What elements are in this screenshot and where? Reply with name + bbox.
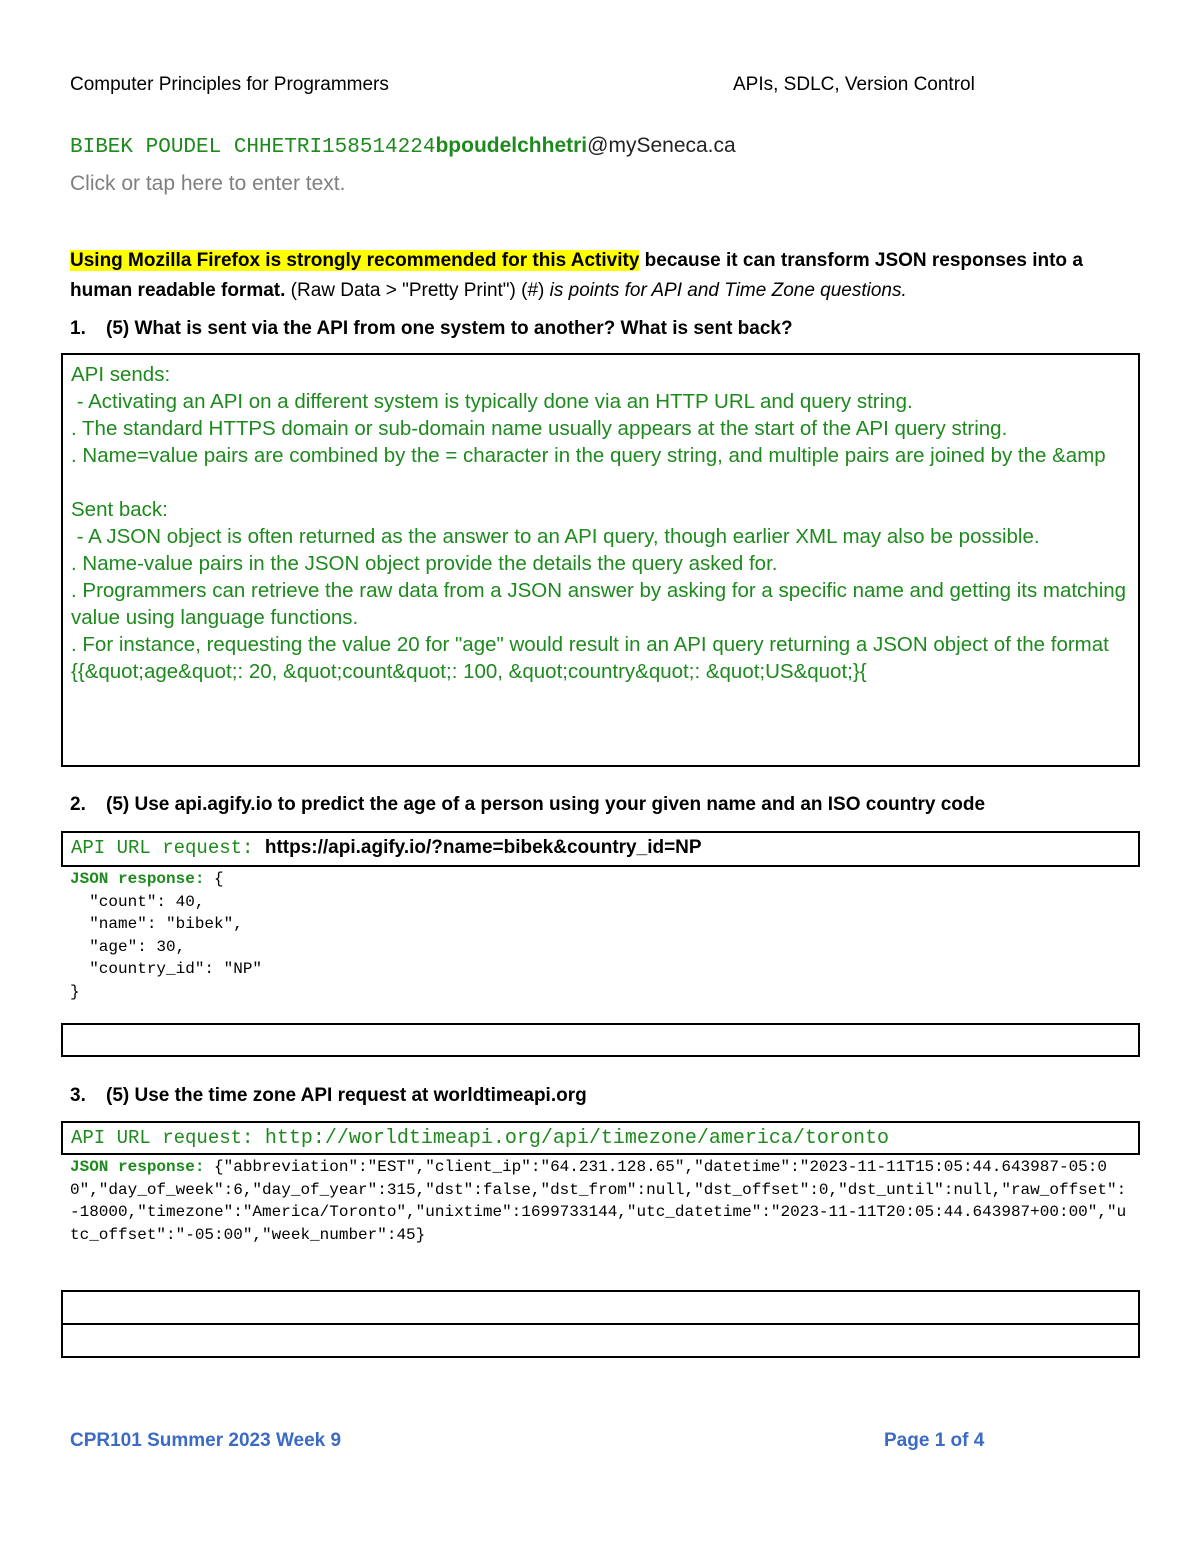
intro-paragraph [70, 246, 1140, 306]
question-3-url-label: API URL request: [71, 1127, 265, 1149]
intro-plain-text: (Raw Data > "Pretty Print") (#) [285, 280, 550, 301]
question-2-url: https://api.agify.io/?name=bibek&country_id=NP [264, 837, 702, 858]
intro-bold-text: because it can transform JSON responses into a human readable format. [70, 250, 1083, 301]
question-2-json-label: JSON response: [70, 870, 205, 888]
question-2-text: (5) Use api.agify.io to predict the age of a person using your given name and an ISO country code [106, 794, 986, 815]
question-3-json-response [70, 1156, 1132, 1246]
header-topic: APIs, SDLC, Version Control [733, 74, 975, 95]
question-1-answer-box[interactable]: API sends: - Activating an API on a different system is typically done via an HTTP URL and query string. . The standard HTTPS domain or sub-domain name usually appears at the start of the API query string. . Name=value pairs are combined by the = character in the query string, and multiple pairs are joined by the &amp Sent back: - A JSON object is often returned as the answer to an API query, though earlier XML may also be possible. . Name-value pairs in the JSON object provide the details the query asked for. . Programmers can retrieve the raw data from a JSON answer by asking for a specific name and getting its matching value using language functions. . For instance, requesting the value 20 for "age" would result in an API query returning a JSON object of the format {{&quot;age&quot;: 20, &quot;count&quot;: 100, &quot;country&quot;: &quot;US&quot;}{ [61, 353, 1140, 767]
footer-course-week: CPR101 Summer 2023 Week 9 [70, 1430, 342, 1451]
student-name-id: BIBEK POUDEL CHHETRI158514224 [70, 136, 436, 159]
question-2-empty-box[interactable] [61, 1023, 1140, 1057]
student-email-domain: @mySeneca.ca [587, 134, 736, 157]
question-3-empty-box-2[interactable] [61, 1323, 1140, 1358]
footer-page-number: Page 1 of 4 [884, 1430, 985, 1451]
question-3-text: (5) Use the time zone API request at worldtimeapi.org [106, 1085, 587, 1106]
question-3-number: 3. [70, 1085, 86, 1106]
question-2-json-body: { "count": 40, "name": "bibek", "age": 30, "country_id": "NP" } [70, 870, 263, 1001]
question-2-url-label: API URL request: [71, 837, 265, 859]
question-1 [70, 318, 793, 340]
student-email-user: bpoudelchhetri [435, 134, 588, 157]
question-2-json-response [70, 868, 1130, 1003]
intro-italic-text: is points for API and Time Zone questions. [549, 280, 907, 301]
question-3-json-label: JSON response: [70, 1158, 205, 1176]
question-3-url: http://worldtimeapi.org/api/timezone/america/toronto [264, 1127, 889, 1150]
text-placeholder-field[interactable]: Click or tap here to enter text. [70, 172, 346, 195]
question-1-number: 1. [70, 318, 86, 339]
question-2-url-box[interactable] [61, 831, 1140, 867]
header-course-title: Computer Principles for Programmers [70, 74, 389, 95]
student-info-line[interactable] [70, 134, 736, 159]
question-2 [70, 794, 985, 816]
question-2-number: 2. [70, 794, 86, 815]
question-3-json-body: {"abbreviation":"EST","client_ip":"64.231.128.65","datetime":"2023-11-11T15:05:44.643987-05:00","day_of_week":6,"day_of_year":315,"dst":false,"dst_from":null,"dst_offset":0,"dst_until":null,"raw_offset":-18000,"timezone":"America/Toronto","unixtime":1699733144,"utc_datetime":"2023-11-11T20:05:44.643987+00:00","utc_offset":"-05:00","week_number":45} [70, 1158, 1127, 1244]
question-3-url-box[interactable] [61, 1121, 1140, 1155]
question-3 [70, 1085, 587, 1107]
intro-highlight: Using Mozilla Firefox is strongly recommended for this Activity [70, 250, 640, 271]
question-1-text: (5) What is sent via the API from one system to another? What is sent back? [106, 318, 793, 339]
question-3-empty-box-1[interactable] [61, 1290, 1140, 1325]
